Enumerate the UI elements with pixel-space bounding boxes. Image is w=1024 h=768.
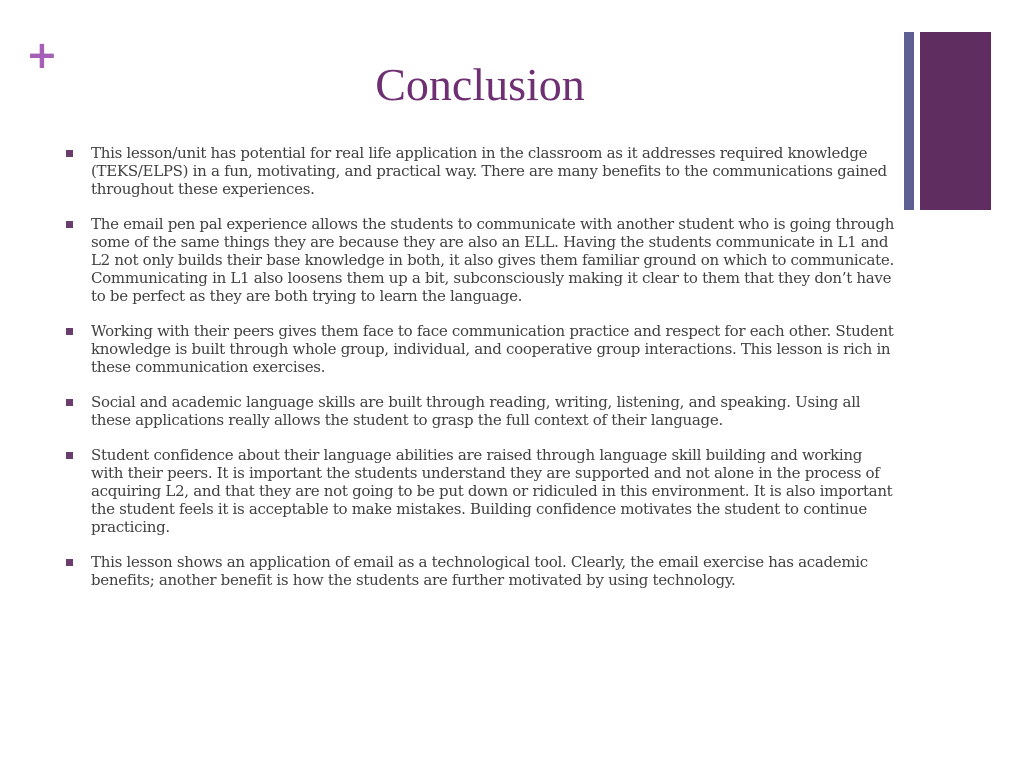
- bullet-text: Student confidence about their language abilities are raised through language skill building and working with their peers. It is important the students understand they are supported and not alone in the process of acquiring L2, and that they are not going to be put down or ridiculed in this environment. It is also important the student feels it is acceptable to make mistakes. Building confidence motivates the student to continue practicing.: [91, 446, 893, 536]
- bullet-item: [66, 322, 898, 376]
- bullet-item: [66, 446, 898, 536]
- bullet-text: This lesson/unit has potential for real life application in the classroom as it addresses required knowledge (TEKS/ELPS) in a fun, motivating, and practical way. There are many benefits to the communications gained throughout these experiences.: [91, 144, 887, 198]
- bullet-item: [66, 144, 898, 198]
- bullet-square-icon: [66, 399, 73, 406]
- decorative-bar-thin: [904, 32, 914, 210]
- bullet-square-icon: [66, 150, 73, 157]
- bullet-square-icon: [66, 221, 73, 228]
- bullet-list: [66, 144, 898, 606]
- plus-icon: +: [26, 33, 58, 77]
- bullet-item: [66, 553, 898, 589]
- slide-title: Conclusion: [375, 59, 585, 110]
- bullet-text: Working with their peers gives them face to face communication practice and respect for each other. Student knowledge is built through whole group, individual, and cooperative group interactions. This lesson is rich in these communication exercises.: [91, 322, 894, 376]
- bullet-item: [66, 215, 898, 305]
- bullet-text: This lesson shows an application of email as a technological tool. Clearly, the email exercise has academic benefits; another benefit is how the students are further motivated by using technology.: [91, 553, 868, 589]
- bullet-text: The email pen pal experience allows the students to communicate with another student who is going through some of the same things they are because they are also an ELL. Having the students communicate in L1 and L2 not only builds their base knowledge in both, it also gives them familiar ground on which to communicate. Communicating in L1 also loosens them up a bit, subconsciously making it clear to them that they don’t have to be perfect as they are both trying to learn the language.: [91, 215, 895, 305]
- bullet-square-icon: [66, 559, 73, 566]
- bullet-square-icon: [66, 328, 73, 335]
- bullet-item: [66, 393, 898, 429]
- bullet-text: Social and academic language skills are built through reading, writing, listening, and speaking. Using all these applications really allows the student to grasp the full context of their language.: [91, 393, 861, 429]
- bullet-square-icon: [66, 452, 73, 459]
- decorative-bar-thick: [920, 32, 991, 210]
